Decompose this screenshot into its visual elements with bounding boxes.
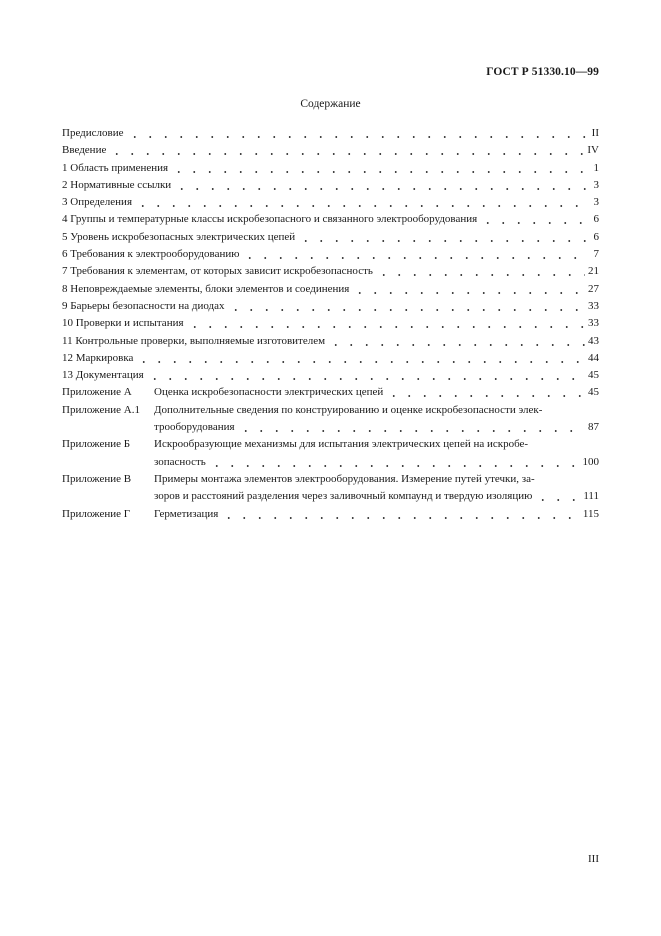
- appendix-title-line2-row: [154, 454, 599, 471]
- toc-entry-page: 1: [593, 161, 599, 174]
- appendix-title-line2: зоров и расстояний разделения через заливочный компаунд и твердую изоляцию: [154, 490, 533, 503]
- toc-entry-page: 44: [588, 351, 599, 364]
- toc-appendix-entry: [62, 402, 599, 437]
- appendix-label: Приложение Г: [62, 507, 131, 520]
- dot-leader: [480, 211, 588, 228]
- appendix-page: 87: [588, 421, 599, 434]
- appendix-label: Приложение А.1: [62, 403, 140, 416]
- toc-entry-title: 9 Барьеры безопасности на диодах: [62, 299, 225, 312]
- toc-entry: [62, 160, 599, 177]
- appendix-body: [154, 402, 599, 437]
- toc-appendix-entry: [62, 436, 599, 471]
- toc-entry: [62, 194, 599, 211]
- toc-entry: [62, 367, 599, 384]
- appendix-title-line2-row: [154, 488, 599, 505]
- table-of-contents: [62, 125, 599, 523]
- toc-entry-title: 1 Область применения: [62, 161, 169, 174]
- appendix-page: 45: [588, 386, 599, 399]
- toc-entry-title: 3 Определения: [62, 196, 133, 209]
- toc-entry-title: 7 Требования к элементам, от которых зависит искробезопасность: [62, 265, 373, 278]
- toc-entry: [62, 246, 599, 263]
- toc-entry: [62, 263, 599, 280]
- appendix-label: Приложение В: [62, 472, 132, 485]
- toc-appendix-entry: [62, 471, 599, 506]
- toc-entry-page: 3: [593, 196, 599, 209]
- dot-leader: [376, 263, 585, 280]
- appendix-title-line1: Примеры монтажа элементов электрооборудования. Измерение путей утечки, за-: [154, 472, 535, 485]
- dot-leader: [535, 488, 580, 505]
- dot-leader: [352, 281, 585, 298]
- appendix-title-row: [154, 506, 599, 523]
- toc-entry: [62, 315, 599, 332]
- dot-leader: [242, 246, 588, 263]
- appendix-title-row: [154, 384, 599, 401]
- appendix-title-line1: Дополнительные сведения по конструированию и оценке искробезопасности элек-: [154, 403, 543, 416]
- appendix-body: [154, 471, 599, 506]
- appendix-title-line2: зопасность: [154, 455, 206, 468]
- dot-leader: [174, 177, 588, 194]
- toc-sections: [62, 125, 599, 384]
- page-number: III: [588, 853, 599, 865]
- appendix-label: Приложение Б: [62, 438, 131, 451]
- dot-leader: [221, 506, 580, 523]
- appendix-page: 115: [582, 507, 599, 520]
- appendix-body: [154, 436, 599, 471]
- appendix-title: Оценка искробезопасности электрических цепей: [154, 386, 384, 399]
- appendix-page: 100: [582, 455, 599, 468]
- toc-entry-title: 2 Нормативные ссылки: [62, 178, 172, 191]
- toc-entry-title: 10 Проверки и испытания: [62, 317, 184, 330]
- dot-leader: [187, 315, 585, 332]
- toc-entry: [62, 298, 599, 315]
- appendix-title-line1: Искрообразующие механизмы для испытания электрических цепей на искробе-: [154, 438, 529, 451]
- toc-entry-title: Введение: [62, 144, 107, 157]
- toc-entry: [62, 350, 599, 367]
- appendix-title: Герметизация: [154, 507, 219, 520]
- toc-entry-title: Предисловие: [62, 127, 124, 139]
- dot-leader: [109, 142, 584, 159]
- toc-appendix-entry: [62, 384, 599, 401]
- toc-entry-page: 7: [593, 248, 599, 261]
- toc-entry: [62, 281, 599, 298]
- appendix-title-line2-row: [154, 419, 599, 436]
- dot-leader: [238, 419, 585, 436]
- toc-entry-page: 6: [593, 230, 599, 243]
- toc-appendix-entry: [62, 506, 599, 523]
- appendix-body: [154, 506, 599, 523]
- appendix-label: Приложение А: [62, 386, 132, 399]
- dot-leader: [135, 194, 588, 211]
- toc-entry: [62, 125, 599, 142]
- toc-entry-page: 33: [588, 299, 599, 312]
- toc-entry-title: 8 Неповреждаемые элементы, блоки элементов и соединения: [62, 282, 350, 295]
- toc-entry-title: 12 Маркировка: [62, 351, 134, 364]
- dot-leader: [386, 384, 585, 401]
- dot-leader: [136, 350, 585, 367]
- toc-entry-title: 11 Контрольные проверки, выполняемые изготовителем: [62, 334, 326, 347]
- toc-entry-title: 4 Группы и температурные классы искробезопасного и связанного электрооборудования: [62, 213, 478, 226]
- dot-leader: [127, 125, 589, 142]
- dot-leader: [298, 229, 588, 246]
- toc-entry: [62, 229, 599, 246]
- dot-leader: [147, 367, 585, 384]
- toc-entry-title: 13 Документация: [62, 369, 144, 382]
- toc-entry: [62, 211, 599, 228]
- dot-leader: [228, 298, 585, 315]
- toc-entry: [62, 333, 599, 350]
- dot-leader: [328, 333, 585, 350]
- dot-leader: [209, 454, 580, 471]
- toc-entry-page: 27: [588, 282, 599, 295]
- toc-entry: [62, 177, 599, 194]
- appendix-body: [154, 384, 599, 401]
- toc-entry-page: 3: [593, 178, 599, 191]
- toc-entry-page: 45: [588, 369, 599, 382]
- toc-entry-page: 21: [588, 265, 599, 278]
- page-title: Содержание: [300, 98, 361, 110]
- toc-entry-page: 33: [588, 317, 599, 330]
- toc-appendices: [62, 384, 599, 522]
- toc-entry-page: II: [591, 127, 599, 139]
- toc-entry-title: 5 Уровень искробезопасных электрических цепей: [62, 230, 296, 243]
- toc-entry-page: 6: [593, 213, 599, 226]
- toc-entry-page: 43: [588, 334, 599, 347]
- toc-entry-page: IV: [587, 144, 599, 157]
- toc-entry: [62, 142, 599, 159]
- appendix-title-line2: трооборудования: [154, 421, 235, 434]
- appendix-page: 111: [583, 490, 599, 503]
- toc-entry-title: 6 Требования к электрооборудованию: [62, 248, 240, 261]
- document-standard-number: ГОСТ Р 51330.10—99: [486, 66, 599, 78]
- dot-leader: [171, 160, 588, 177]
